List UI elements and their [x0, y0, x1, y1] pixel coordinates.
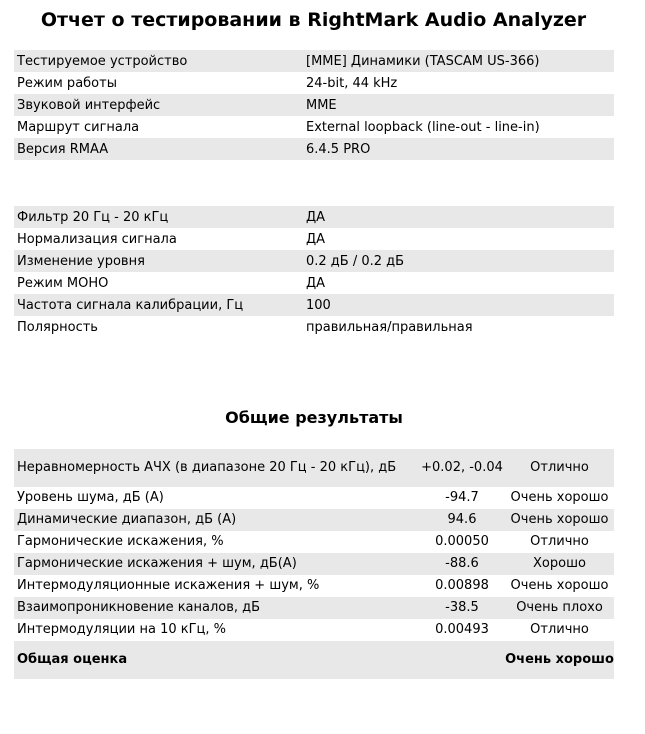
table-row: [14, 487, 614, 509]
result-name: Динамические диапазон, дБ (А): [14, 509, 419, 531]
result-name: Интермодуляции на 10 кГц, %: [14, 619, 419, 641]
table-row: [14, 250, 614, 272]
result-grade: Очень хорошо: [505, 487, 614, 509]
info-label: Маршрут сигнала: [14, 116, 303, 138]
setting-value: ДА: [303, 228, 614, 250]
table-row: [14, 138, 614, 160]
table-row: [14, 72, 614, 94]
result-grade: Хорошо: [505, 553, 614, 575]
info-value: 6.4.5 PRO: [303, 138, 614, 160]
table-row: [14, 531, 614, 553]
result-value: -38.5: [419, 597, 505, 619]
info-value: [MME] Динамики (TASCAM US-366): [303, 50, 614, 72]
table-row: [14, 206, 614, 228]
setting-value: ДА: [303, 272, 614, 294]
table-row: [14, 575, 614, 597]
total-value-empty: [419, 641, 505, 679]
setting-value: ДА: [303, 206, 614, 228]
table-row: [14, 316, 614, 338]
result-name: Гармонические искажения, %: [14, 531, 419, 553]
results-table: [14, 449, 614, 679]
table-row: [14, 294, 614, 316]
result-name: Гармонические искажения + шум, дБ(А): [14, 553, 419, 575]
setting-label: Изменение уровня: [14, 250, 303, 272]
setting-label: Нормализация сигнала: [14, 228, 303, 250]
result-value: +0.02, -0.04: [419, 449, 505, 487]
result-value: 0.00898: [419, 575, 505, 597]
result-value: 0.00050: [419, 531, 505, 553]
setting-value: 100: [303, 294, 614, 316]
device-info-table: [14, 50, 614, 160]
table-row: [14, 509, 614, 531]
result-value: -94.7: [419, 487, 505, 509]
info-label: Звуковой интерфейс: [14, 94, 303, 116]
result-name: Интермодуляционные искажения + шум, %: [14, 575, 419, 597]
result-name: Уровень шума, дБ (А): [14, 487, 419, 509]
total-grade: Очень хорошо: [505, 641, 614, 679]
table-row: [14, 94, 614, 116]
setting-label: Полярность: [14, 316, 303, 338]
result-grade: Отлично: [505, 619, 614, 641]
info-value: External loopback (line-out - line-in): [303, 116, 614, 138]
info-label: Тестируемое устройство: [14, 50, 303, 72]
result-value: 94.6: [419, 509, 505, 531]
table-row: [14, 449, 614, 487]
setting-label: Фильтр 20 Гц - 20 кГц: [14, 206, 303, 228]
settings-table: [14, 206, 614, 338]
result-name: Неравномерность АЧХ (в диапазоне 20 Гц - 20 кГц), дБ: [14, 449, 419, 487]
page-title: Отчет о тестировании в RightMark Audio Analyzer: [40, 9, 587, 31]
result-name: Взаимопроникновение каналов, дБ: [14, 597, 419, 619]
result-grade: Очень хорошо: [505, 509, 614, 531]
setting-value: правильная/правильная: [303, 316, 614, 338]
table-row: [14, 50, 614, 72]
result-value: -88.6: [419, 553, 505, 575]
setting-label: Режим МОНО: [14, 272, 303, 294]
info-value: MME: [303, 94, 614, 116]
info-label: Версия RMAA: [14, 138, 303, 160]
table-row: [14, 228, 614, 250]
total-row: [14, 641, 614, 679]
result-value: 0.00493: [419, 619, 505, 641]
result-grade: Отлично: [505, 449, 614, 487]
result-grade: Отлично: [505, 531, 614, 553]
table-row: [14, 116, 614, 138]
result-grade: Очень хорошо: [505, 575, 614, 597]
info-value: 24-bit, 44 kHz: [303, 72, 614, 94]
table-row: [14, 272, 614, 294]
info-label: Режим работы: [14, 72, 303, 94]
table-row: [14, 597, 614, 619]
total-label: Общая оценка: [14, 641, 419, 679]
setting-value: 0.2 дБ / 0.2 дБ: [303, 250, 614, 272]
setting-label: Частота сигнала калибрации, Гц: [14, 294, 303, 316]
table-row: [14, 553, 614, 575]
table-row: [14, 619, 614, 641]
results-heading: Общие результаты: [225, 408, 403, 427]
result-grade: Очень плохо: [505, 597, 614, 619]
